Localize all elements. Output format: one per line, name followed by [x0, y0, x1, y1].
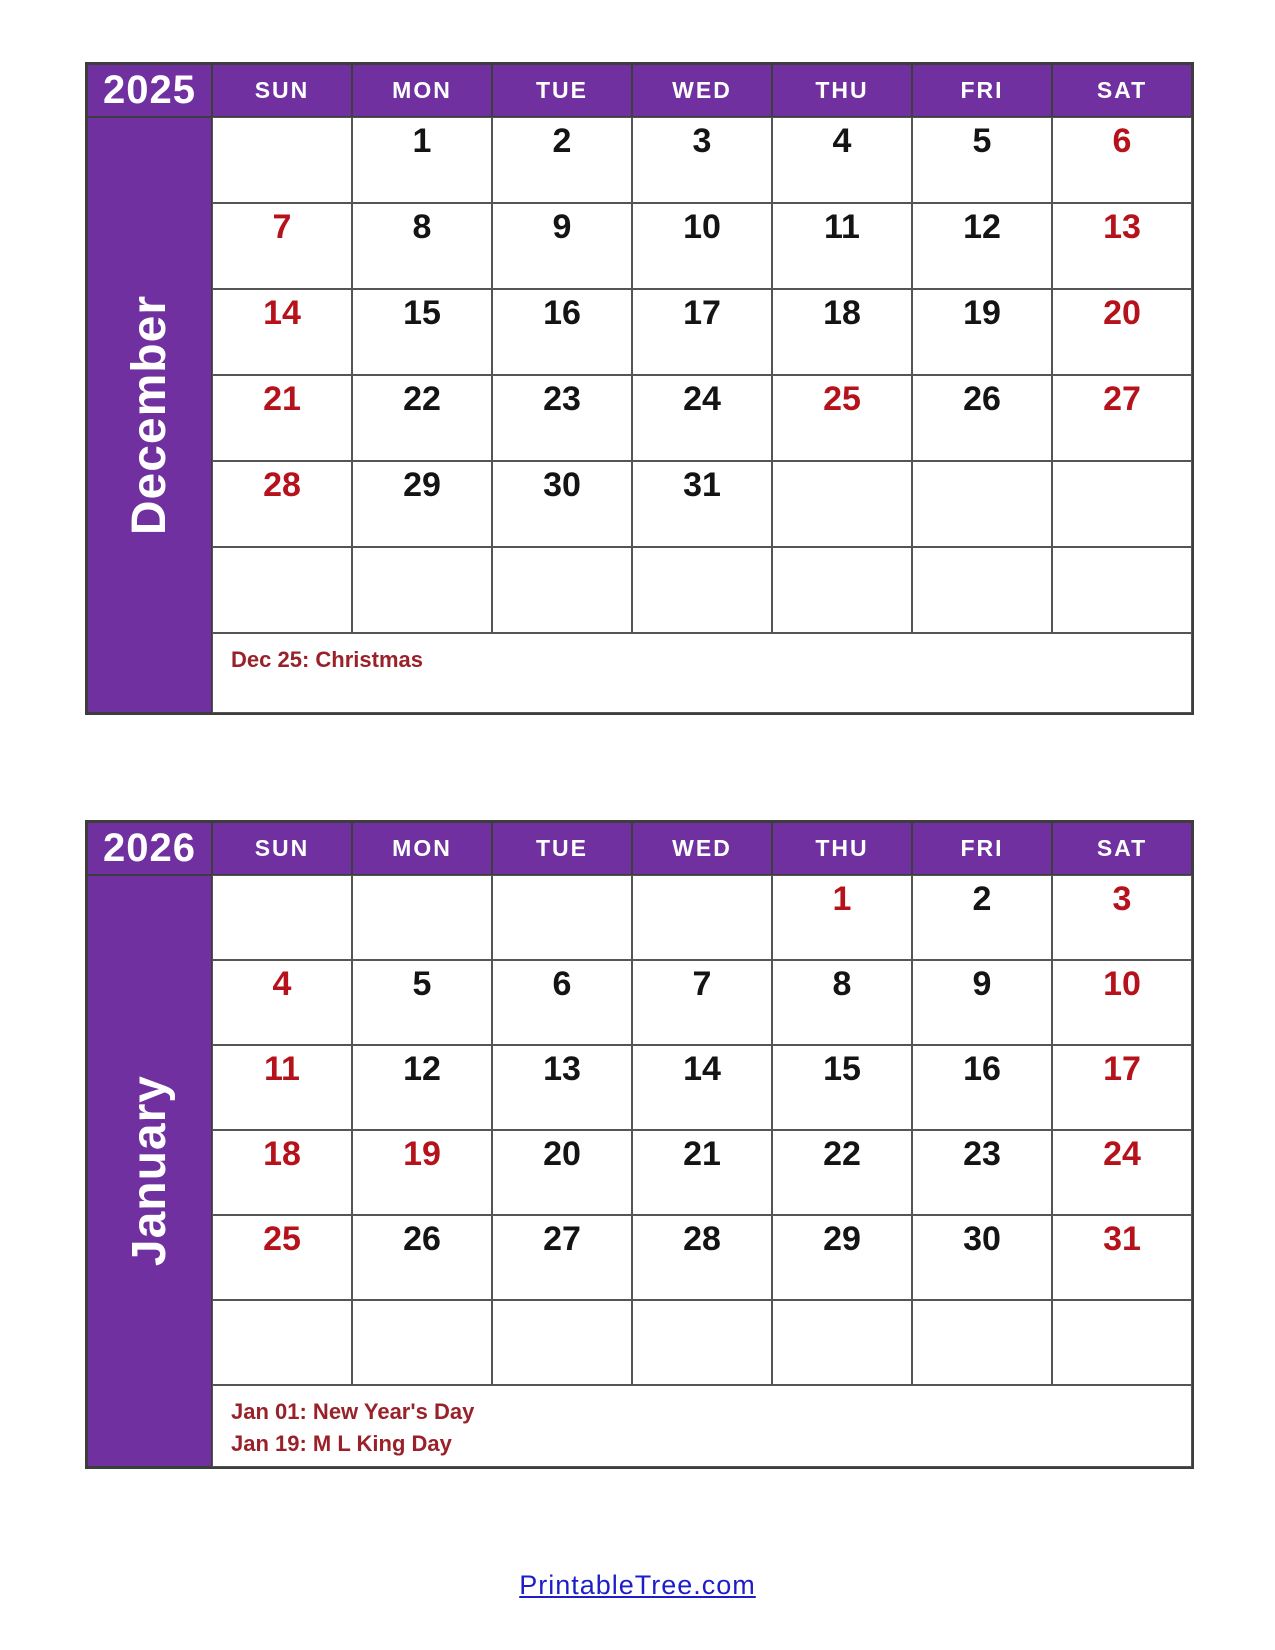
day-cell-31: 31 — [632, 461, 772, 547]
day-cell-14: 14 — [212, 289, 352, 375]
day-header-sat: SAT — [1052, 64, 1192, 117]
day-cell-7: 7 — [212, 203, 352, 289]
year-label: 2025 — [87, 64, 212, 117]
day-cell-31: 31 — [1052, 1215, 1192, 1300]
day-cell-2: 2 — [912, 875, 1052, 960]
day-cell-empty — [772, 547, 912, 633]
day-cell-27: 27 — [492, 1215, 632, 1300]
day-header-sun: SUN — [212, 822, 352, 875]
day-cell-24: 24 — [1052, 1130, 1192, 1215]
day-cell-30: 30 — [492, 461, 632, 547]
day-cell-empty — [492, 1300, 632, 1385]
day-cell-24: 24 — [632, 375, 772, 461]
day-header-fri: FRI — [912, 822, 1052, 875]
day-cell-empty — [632, 1300, 772, 1385]
day-header-wed: WED — [632, 64, 772, 117]
day-cell-18: 18 — [212, 1130, 352, 1215]
day-cell-28: 28 — [212, 461, 352, 547]
day-cell-4: 4 — [772, 117, 912, 203]
day-header-tue: TUE — [492, 822, 632, 875]
printabletree-link[interactable]: PrintableTree.com — [519, 1570, 756, 1600]
calendar-grid — [85, 62, 1194, 715]
day-cell-28: 28 — [632, 1215, 772, 1300]
day-cell-21: 21 — [212, 375, 352, 461]
day-cell-22: 22 — [352, 375, 492, 461]
day-cell-12: 12 — [352, 1045, 492, 1130]
day-cell-12: 12 — [912, 203, 1052, 289]
day-cell-29: 29 — [772, 1215, 912, 1300]
day-cell-19: 19 — [352, 1130, 492, 1215]
day-cell-14: 14 — [632, 1045, 772, 1130]
day-cell-15: 15 — [772, 1045, 912, 1130]
day-cell-empty — [352, 1300, 492, 1385]
day-cell-empty — [492, 875, 632, 960]
day-header-tue: TUE — [492, 64, 632, 117]
day-cell-empty — [352, 875, 492, 960]
day-cell-23: 23 — [912, 1130, 1052, 1215]
day-cell-22: 22 — [772, 1130, 912, 1215]
calendar-grid — [85, 820, 1194, 1469]
month-label: December — [123, 294, 176, 536]
day-cell-26: 26 — [352, 1215, 492, 1300]
day-cell-7: 7 — [632, 960, 772, 1045]
day-cell-17: 17 — [632, 289, 772, 375]
day-cell-16: 16 — [912, 1045, 1052, 1130]
day-cell-2: 2 — [492, 117, 632, 203]
month-sidebar — [87, 875, 212, 1467]
day-cell-23: 23 — [492, 375, 632, 461]
day-cell-8: 8 — [772, 960, 912, 1045]
holiday-note-line: Jan 19: M L King Day — [231, 1430, 452, 1456]
day-header-thu: THU — [772, 64, 912, 117]
day-cell-10: 10 — [1052, 960, 1192, 1045]
holiday-notes — [212, 1385, 1192, 1467]
day-cell-empty — [352, 547, 492, 633]
holiday-notes — [212, 633, 1192, 713]
day-cell-13: 13 — [1052, 203, 1192, 289]
day-cell-18: 18 — [772, 289, 912, 375]
day-cell-25: 25 — [212, 1215, 352, 1300]
holiday-note-line: Dec 25: Christmas — [231, 647, 423, 672]
page-footer — [0, 1570, 1275, 1601]
day-cell-empty — [212, 875, 352, 960]
day-cell-17: 17 — [1052, 1045, 1192, 1130]
day-cell-empty — [632, 547, 772, 633]
day-cell-empty — [212, 117, 352, 203]
day-cell-11: 11 — [772, 203, 912, 289]
day-cell-4: 4 — [212, 960, 352, 1045]
day-cell-3: 3 — [1052, 875, 1192, 960]
day-cell-empty — [632, 875, 772, 960]
day-cell-empty — [1052, 547, 1192, 633]
day-cell-26: 26 — [912, 375, 1052, 461]
day-cell-empty — [212, 1300, 352, 1385]
day-cell-19: 19 — [912, 289, 1052, 375]
day-cell-empty — [912, 547, 1052, 633]
day-cell-1: 1 — [772, 875, 912, 960]
month-sidebar — [87, 117, 212, 713]
day-header-mon: MON — [352, 822, 492, 875]
day-cell-3: 3 — [632, 117, 772, 203]
day-cell-8: 8 — [352, 203, 492, 289]
calendar-january-2026 — [85, 820, 1194, 1469]
day-header-mon: MON — [352, 64, 492, 117]
day-header-thu: THU — [772, 822, 912, 875]
day-cell-11: 11 — [212, 1045, 352, 1130]
day-cell-5: 5 — [352, 960, 492, 1045]
day-cell-1: 1 — [352, 117, 492, 203]
day-cell-9: 9 — [492, 203, 632, 289]
day-cell-empty — [912, 1300, 1052, 1385]
day-cell-10: 10 — [632, 203, 772, 289]
month-label: January — [123, 1075, 176, 1267]
day-cell-20: 20 — [492, 1130, 632, 1215]
day-cell-25: 25 — [772, 375, 912, 461]
day-cell-21: 21 — [632, 1130, 772, 1215]
day-cell-6: 6 — [1052, 117, 1192, 203]
calendar-december-2025 — [85, 62, 1194, 715]
day-cell-6: 6 — [492, 960, 632, 1045]
day-cell-15: 15 — [352, 289, 492, 375]
day-cell-29: 29 — [352, 461, 492, 547]
day-cell-13: 13 — [492, 1045, 632, 1130]
day-header-wed: WED — [632, 822, 772, 875]
day-cell-27: 27 — [1052, 375, 1192, 461]
day-cell-16: 16 — [492, 289, 632, 375]
day-cell-empty — [1052, 1300, 1192, 1385]
day-cell-empty — [212, 547, 352, 633]
holiday-note-line: Jan 01: New Year's Day — [231, 1399, 475, 1424]
day-cell-empty — [1052, 461, 1192, 547]
day-cell-empty — [912, 461, 1052, 547]
day-cell-30: 30 — [912, 1215, 1052, 1300]
day-cell-empty — [772, 461, 912, 547]
day-cell-empty — [492, 547, 632, 633]
day-header-fri: FRI — [912, 64, 1052, 117]
year-label: 2026 — [87, 822, 212, 875]
day-header-sat: SAT — [1052, 822, 1192, 875]
day-cell-empty — [772, 1300, 912, 1385]
day-cell-9: 9 — [912, 960, 1052, 1045]
day-header-sun: SUN — [212, 64, 352, 117]
day-cell-20: 20 — [1052, 289, 1192, 375]
day-cell-5: 5 — [912, 117, 1052, 203]
